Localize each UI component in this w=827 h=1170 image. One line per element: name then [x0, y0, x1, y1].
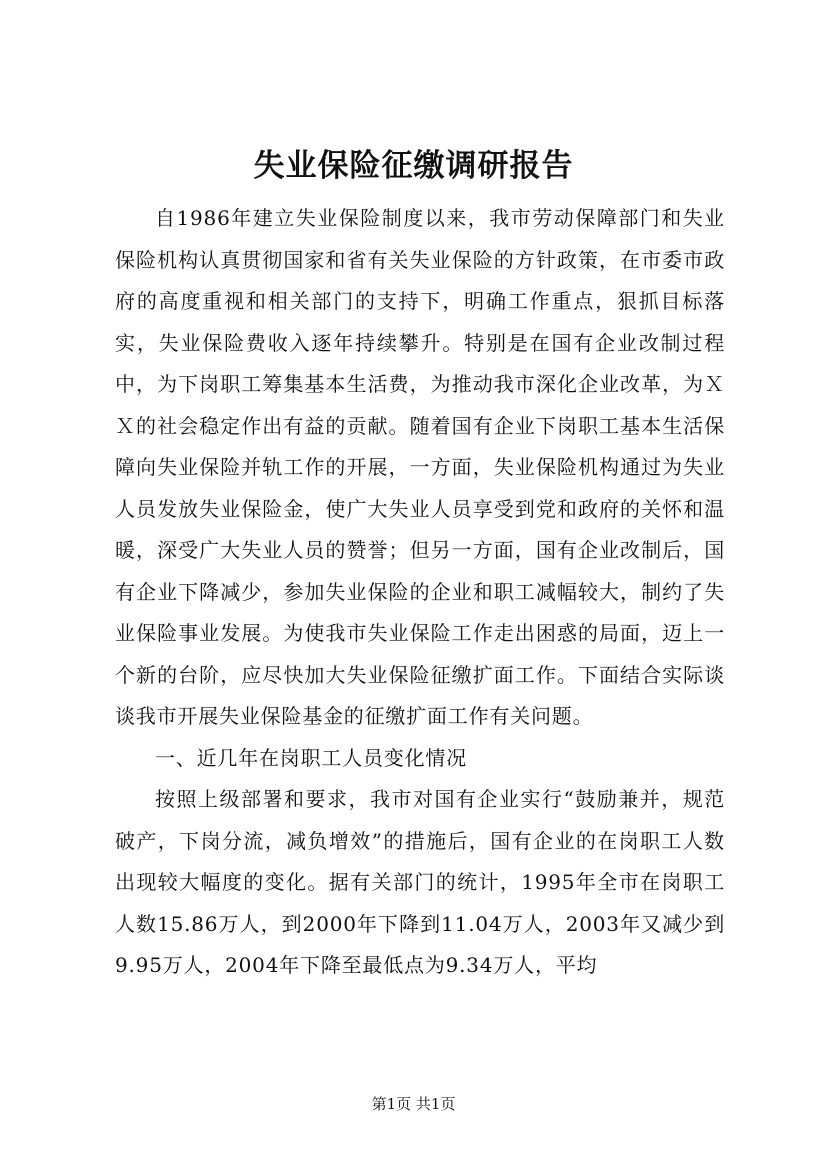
page-footer: 第1页 共1页	[371, 1095, 456, 1113]
section-paragraph: 按照上级部署和要求，我市对国有企业实行“鼓励兼并，规范破产，下岗分流，减负增效”的措施后，国有企业的在岗职工人数出现较大幅度的变化。据有关部门的统计，1995年全市在岗职工人数15.86万人，到2000年下降到11.04万人，2003年又减少到9.95万人，2004年下降至最低点为9.34万人，平均	[115, 787, 725, 977]
document-body	[115, 198, 725, 987]
intro-paragraph: 自1986年建立失业保险制度以来，我市劳动保障部门和失业保险机构认真贯彻国家和省有关失业保险的方针政策，在市委市政府的高度重视和相关部门的支持下，明确工作重点，狠抓目标落实，失业保险费收入逐年持续攀升。特别是在国有企业改制过程中，为下岗职工筹集基本生活费，为推动我市深化企业改革，为ＸＸ的社会稳定作出有益的贡献。随着国有企业下岗职工基本生活保障向失业保险并轨工作的开展，一方面，失业保险机构通过为失业人员发放失业保险金，使广大失业人员享受到党和政府的关怀和温暖，深受广大失业人员的赞誉；但另一方面，国有企业改制后，国有企业下降减少，参加失业保险的企业和职工减幅较大，制约了失业保险事业发展。为使我市失业保险工作走出困惑的局面，迈上一个新的台阶，应尽快加大失业保险征缴扩面工作。下面结合实际谈谈我市开展失业保险基金的征缴扩面工作有关问题。	[115, 206, 725, 728]
document-title: 失业保险征缴调研报告	[253, 148, 574, 184]
section-heading: 一、近几年在岗职工人员变化情况	[155, 745, 467, 770]
